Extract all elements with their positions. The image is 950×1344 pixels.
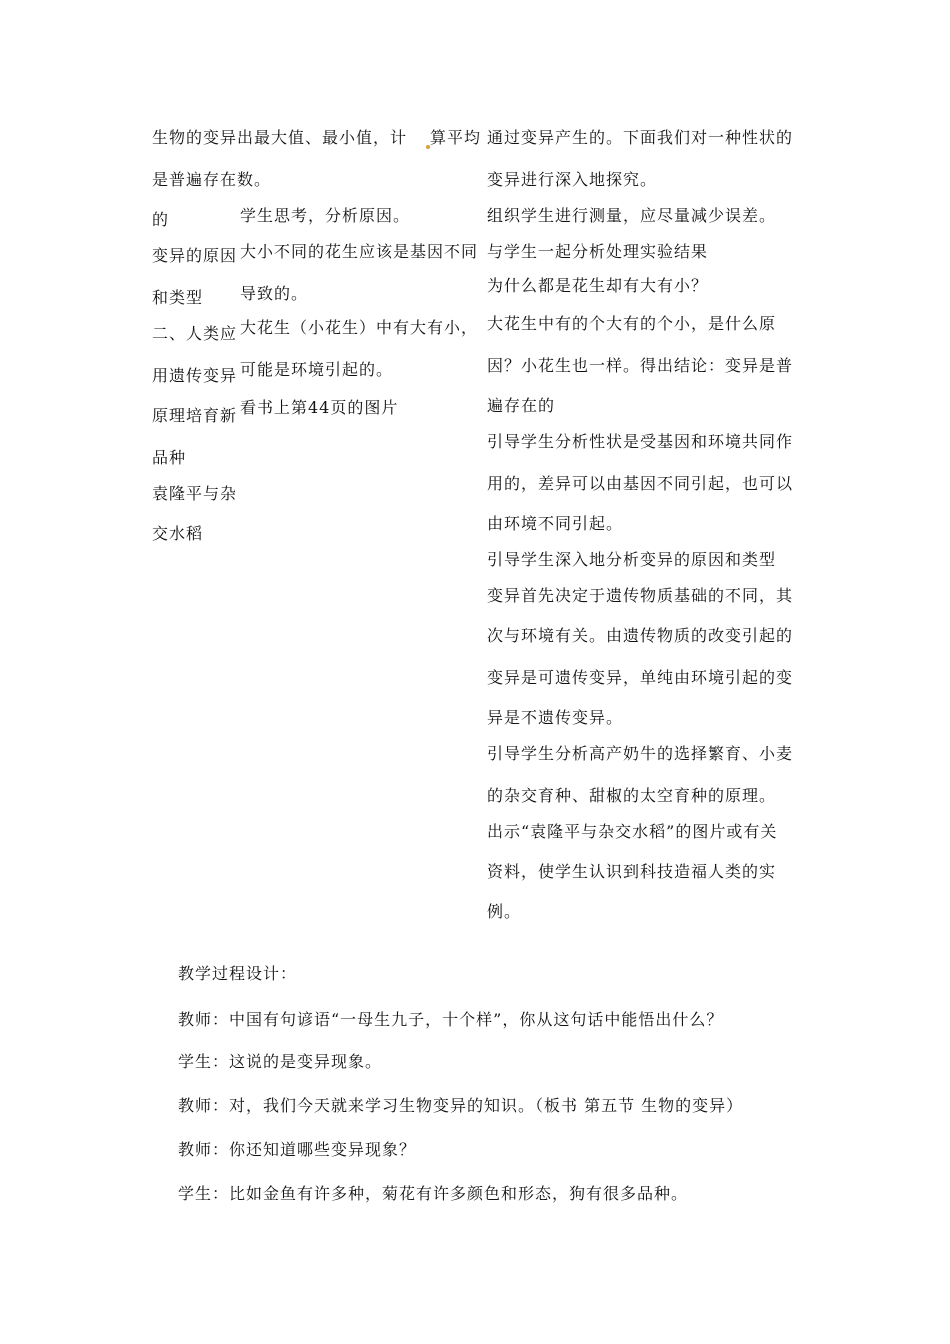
section-heading: 教学过程设计： [178, 964, 298, 983]
col1-line: 交水稻 [152, 524, 204, 543]
col3-line: 大花生中有的个大有的个小，是什么原 [487, 314, 777, 333]
col3-line: 为什么都是花生却有大有小？ [487, 276, 709, 295]
col3-line: 变异是可遗传变异，单纯由环境引起的变 [487, 668, 794, 687]
col3-line: 通过变异产生的。下面我们对一种性状的 [487, 128, 794, 147]
col3-line: 用的，差异可以由基因不同引起，也可以 [487, 474, 794, 493]
col3-line: 因？小花生也一样。得出结论：变异是普 [487, 356, 794, 375]
col2-line: 大花生（小花生）中有大有小， [240, 318, 479, 337]
col3-line: 的杂交育种、甜椒的太空育种的原理。 [487, 786, 777, 805]
col2-line: 可能是环境引起的。 [240, 360, 394, 379]
dialogue-line: 学生：这说的是变异现象。 [178, 1052, 383, 1071]
col3-line: 遍存在的 [487, 396, 556, 415]
col3-line: 次与环境有关。由遗传物质的改变引起的 [487, 626, 794, 645]
col3-line: 引导学生深入地分析变异的原因和类型 [487, 550, 777, 569]
col2-line: 看书上第44页的图片 [240, 398, 399, 417]
col1-line: 的 [152, 210, 170, 229]
col3-line: 资料，使学生认识到科技造福人类的实 [487, 862, 777, 881]
dialogue-line: 教师：你还知道哪些变异现象？ [178, 1140, 417, 1159]
col1-line: 二、人类应 [152, 324, 238, 343]
col1-line: 生物的变异出最大值、最小值，计 [152, 128, 408, 147]
col1-line: 和类型 [152, 288, 204, 307]
col3-line: 异是不遗传变异。 [487, 708, 624, 727]
col1-line: 品种 [152, 448, 187, 467]
col1-line: 变异的原因 [152, 246, 238, 265]
col1-line: 是普遍存在数。 [152, 170, 272, 189]
dialogue-line: 学生：比如金鱼有许多种，菊花有许多颜色和形态，狗有很多品种。 [178, 1184, 689, 1203]
col2-line: 导致的。 [240, 284, 309, 303]
col3-line: 出示“袁隆平与杂交水稻”的图片或有关 [487, 822, 778, 841]
col3-line: 例。 [487, 902, 522, 921]
col3-line: 组织学生进行测量，应尽量减少误差。 [487, 206, 777, 225]
col3-line: 引导学生分析高产奶牛的选择繁育、小麦 [487, 744, 794, 763]
col3-line: 与学生一起分析处理实验结果 [487, 242, 709, 261]
col1-line: 用遗传变异 [152, 366, 238, 385]
col3-line: 引导学生分析性状是受基因和环境共同作 [487, 432, 794, 451]
dialogue-line: 教师：中国有句谚语“一母生九子，十个样”，你从这句话中能悟出什么？ [178, 1010, 724, 1029]
col2-line: 大小不同的花生应该是基因不同 [240, 242, 479, 261]
col1-line: 袁隆平与杂 [152, 484, 238, 503]
col3-line: 变异首先决定于遗传物质基础的不同，其 [487, 586, 794, 605]
dialogue-line: 教师：对，我们今天就来学习生物变异的知识。（板书 第五节 生物的变异） [178, 1096, 744, 1115]
col3-line: 变异进行深入地探究。 [487, 170, 658, 189]
col1-line: 原理培育新 [152, 406, 238, 425]
col2-line: 算平均 [430, 128, 482, 147]
col2-line: 学生思考，分析原因。 [240, 206, 411, 225]
col3-line: 由环境不同引起。 [487, 514, 624, 533]
